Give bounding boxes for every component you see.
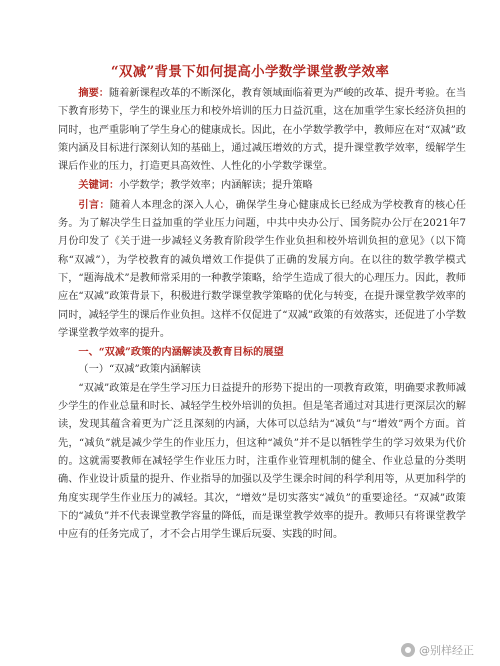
keywords-paragraph [58, 176, 466, 195]
watermark-logo-icon [401, 643, 415, 657]
abstract-label: 摘要： [78, 87, 109, 99]
keywords-label: 关键词： [78, 179, 120, 192]
document-body [58, 84, 466, 544]
keywords-text: 小学数学；教学效率；内涵解读；提升策略 [119, 180, 313, 192]
watermark [401, 642, 474, 658]
abstract-text: 随着新课程改革的不断深化，教育领域面临着更为严峻的改革、提升考验。在当下教育形势下，学生的课业压力和校外培训的压力日益沉重，这在加重学生家长经济负担的同时，也严重影响了学生身心的健康成长。因此，在小学数学教学中，教师应在对“双减”政策内涵及目标进行深刻认知的基础上，通过减压增效的方式，提升课堂教学效率，缓解学生课后作业的压力，打造更具高效性、人性化的小学数学课堂。 [58, 88, 467, 173]
section-paragraph: “双减”政策是在学生学习压力日益提升的形势下提出的一项教育政策，明确要求教师减少学生的作业总量和时长、减轻学生校外培训的负担。但是笔者通过对其进行更深层次的解读，发现其蕴含着更为广泛且深刻的内涵，大体可以总结为“减负”与“增效”两个方面。首先，“减负”就是减少学生的作业压力，但这种“减负”并不是以牺牲学生的学习效果为代价的。这就需要教师在减轻学生作业压力时，注重作业管理机制的健全、作业总量的分类明确、作业设计质量的提升、作业指导的加强以及学生课余时间的科学利用等，从更加科学的角度实现学生作业压力的减轻。其次，“增效”是切实落实“减负”的重要途径。“双减”政策下的“减负”并不代表课堂教学容量的降低，而是课堂教学效率的提升。教师只有将课堂教学中应有的任务完成了，才不会占用学生课后玩耍、实践的时间。 [58, 382, 466, 541]
intro-paragraph [58, 196, 466, 343]
watermark-text: @别样经正 [419, 644, 474, 657]
section-heading: 一、“双减”政策的内涵解读及教育目标的展望 [78, 346, 284, 359]
intro-text: 随着人本理念的深入人心，确保学生身心健康成长已经成为学校教育的核心任务。为了解决学生日益加重的学业压力问题，中共中央办公厅、国务院办公厅在2021年7月份印发了《关于进一步减轻义务教育阶段学生作业负担和校外培训负担的意见》（以下简称“双减”），为学校教育的减负增效工作提供了正确的发展方向。在以往的数学教学模式下，“题海战术”是教师常采用的一种教学策略，给学生造成了很大的心理压力。因此，教师应在“双减”政策背景下，积极进行数学课堂教学策略的优化与转变，在提升课堂教学效率的同时，减轻学生的课后作业负担。这样不仅促进了“双减”政策的有效落实，还促进了小学数学课堂教学效率的提升。 [58, 199, 466, 339]
abstract-paragraph [58, 84, 466, 176]
subsection-heading: （一）“双减”政策内涵解读 [78, 364, 201, 376]
intro-label: 引言： [78, 198, 110, 211]
document-title: “双减”背景下如何提高小学数学课堂教学效率 [110, 64, 390, 80]
